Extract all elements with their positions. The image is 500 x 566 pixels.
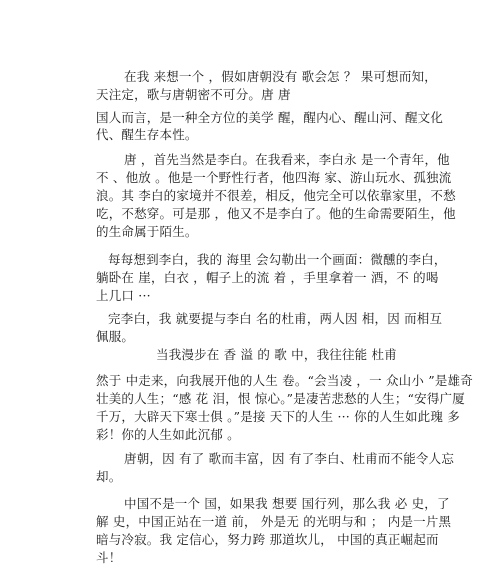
text-line: 佩服。	[96, 329, 135, 344]
text-line: 完李白，我 就要提与李白 名的杜甫，两人因 相，因 而相互	[108, 311, 443, 326]
text-line: 在我 来想一个 ，假如唐朝没有 歌会怎 ？ 果可想而知，	[124, 69, 437, 84]
text-line: 彩！你的人生如此沉郁 。	[96, 427, 240, 442]
text-line: 斗！	[96, 550, 122, 565]
text-line: 千万，大辟天下寒士俱 。”是接 天下的人生 ··· 你的人生如此瑰 多	[96, 409, 460, 424]
text-line: 却。	[96, 469, 122, 484]
text-line: 躺卧在 崖，白衣 ，帽子上的流 着 ，手里拿着一 酒，不 的喝	[96, 270, 439, 285]
text-line: 不 、他放 。他是一个野性行者，他四海 家、游山玩水、孤独流	[96, 170, 452, 185]
text-line: 解 史，中国正站在一道 前， 外是无 的光明与和 ； 内是一片黑	[96, 514, 452, 529]
text-line: 唐朝，因 有了 歌而丰富，因 有了李白、杜甫而不能令人忘	[124, 451, 455, 466]
text-line: 中国不是一个 国，如果我 想要 国行列，那么我 必 史，了	[124, 496, 450, 511]
text-line: 上几口 ···	[96, 288, 151, 303]
text-line: 吃，不愁穿。可是那 ，他又不是李白了。他的生命需要陌生，他	[96, 206, 456, 221]
text-line: 当我漫步在 香 溢 的 歌 中，我往往能 杜甫	[156, 347, 397, 362]
text-line: 每每想到李白，我的 海里 会勾勒出一个画面：微醺的李白，	[108, 252, 447, 267]
text-line: 的生命属于陌生。	[96, 224, 198, 239]
text-line: 代、醒生存本性。	[96, 127, 198, 142]
text-line: 浪。其 李白的家境并不很差，相反，他完全可以依靠家里，不愁	[96, 188, 456, 203]
text-line: 壮美的人生；“感 花 泪，恨 惊心。”是凄苦悲愁的人生；“安得广厦	[96, 391, 465, 406]
text-line: 暗与冷寂。我 定信心，努力跨 那道坎儿， 中国的真正崛起而	[96, 532, 439, 547]
text-line: 唐 ，首先当然是李白。在我看来，李白永 是一个青年，他	[124, 152, 450, 167]
text-line: 天注定，歌与唐朝密不可分。唐 唐	[96, 87, 291, 102]
text-line: 然于 中走来，向我展开他的人生 卷。“会当凌 ，一 众山小 ”是雄奇	[96, 373, 473, 388]
text-line: 国人而言，是一种全方位的美学 醒，醒内心、醒山河、醒文化	[96, 110, 444, 125]
